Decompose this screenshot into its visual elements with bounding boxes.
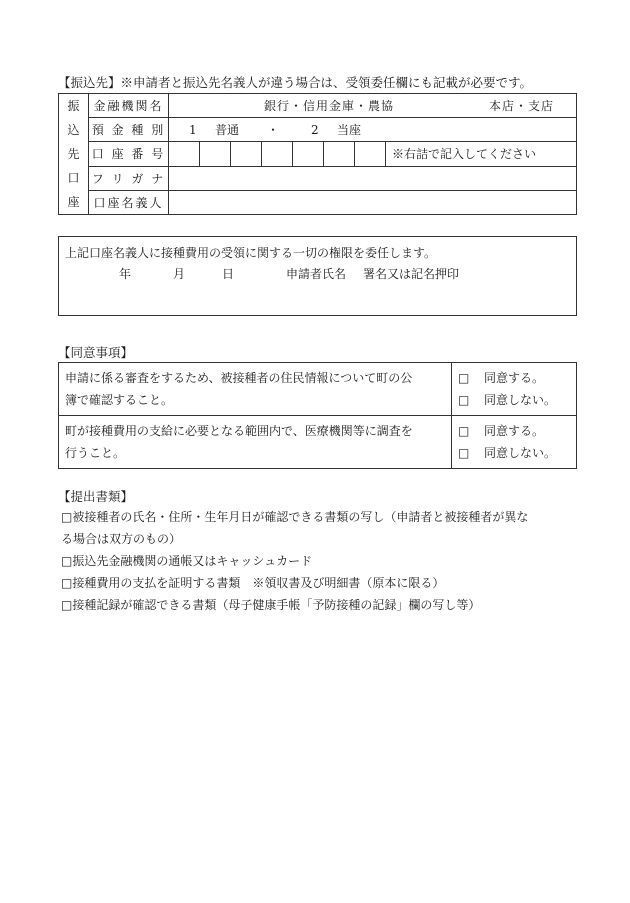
disagree-option[interactable]: □ 同意しない。 — [458, 389, 570, 411]
consent-text: 町が接種費用の支給に必要となる範囲内で、医療機関等に調査を 行うこと。 — [59, 416, 452, 469]
agree-option[interactable]: □ 同意する。 — [458, 367, 570, 389]
account-digit[interactable] — [324, 142, 355, 166]
document-item[interactable]: □接種記録が確認できる書類（母子健康手帳「予防接種の記録」欄の写し等） — [61, 598, 481, 612]
consent-row — [59, 363, 577, 416]
transfer-vertical-label: 振 込 先 口 座 — [59, 94, 89, 215]
account-holder-label: 口座名義人 — [89, 190, 169, 214]
account-digit[interactable] — [200, 142, 231, 166]
account-digit[interactable] — [355, 142, 386, 166]
deposit-type-label: 預 金 種 別 — [89, 118, 169, 142]
bank-name-label: 金融機関名 — [89, 94, 169, 118]
document-item-continued: る場合は双方のもの） — [61, 532, 182, 546]
disagree-option[interactable]: □ 同意しない。 — [458, 442, 570, 464]
signature-label: 署名又は記名押印 — [363, 267, 460, 281]
agree-option[interactable]: □ 同意する。 — [458, 420, 570, 442]
document-item[interactable]: □被接種者の氏名・住所・生年月日が確認できる書類の写し（申請者と被接種者が異な — [61, 510, 529, 524]
document-item[interactable]: □振込先金融機関の通帳又はキャッシュカード — [61, 554, 313, 568]
consent-row — [59, 416, 577, 469]
transfer-heading: 【振込先】※申請者と振込先名義人が違う場合は、受領委任欄にも記載が必要です。 — [58, 75, 533, 90]
account-digit[interactable] — [262, 142, 293, 166]
account-digit[interactable] — [231, 142, 262, 166]
month-label: 月 — [173, 267, 186, 281]
consent-heading: 【同意事項】 — [58, 345, 134, 360]
applicant-name-label: 申請者氏名 — [286, 267, 347, 281]
branch-type-options: 本店・支店 — [489, 99, 555, 113]
consent-table — [58, 362, 577, 469]
consent-options — [452, 363, 577, 416]
day-label: 日 — [222, 267, 235, 281]
bank-name-field[interactable] — [169, 94, 577, 118]
year-label: 年 — [119, 267, 132, 281]
deposit-type-ordinary[interactable]: 普通 — [215, 123, 240, 138]
deposit-type-current[interactable]: 当座 — [337, 123, 362, 138]
delegation-box — [58, 236, 577, 316]
checkbox[interactable]: □ — [458, 424, 470, 438]
documents-heading: 【提出書類】 — [58, 489, 134, 504]
checkbox[interactable]: □ — [458, 371, 470, 385]
account-holder-field[interactable] — [169, 190, 577, 214]
account-digit[interactable] — [293, 142, 324, 166]
account-number-label: 口 座 番 号 — [89, 142, 169, 166]
account-digit[interactable] — [169, 142, 200, 166]
document-item[interactable]: □接種費用の支払を証明する書類 ※領収書及び明細書（原本に限る） — [61, 576, 445, 590]
transfer-account-table — [58, 93, 577, 215]
delegation-text: 上記口座名義人に接種費用の受領に関する一切の権限を委任します。 — [65, 246, 437, 260]
furigana-field[interactable] — [169, 166, 577, 190]
consent-text: 申請に係る審査をするため、被接種者の住民情報について町の公 簿で確認すること。 — [59, 363, 452, 416]
furigana-label: フ リ ガ ナ — [89, 166, 169, 190]
checkbox[interactable]: □ — [458, 446, 470, 460]
consent-options — [452, 416, 577, 469]
deposit-type-field[interactable]: 1 普通 ・ 2 当座 — [169, 118, 577, 142]
checkbox[interactable]: □ — [458, 393, 470, 407]
bank-type-options: 銀行・信用金庫・農協 — [264, 99, 395, 113]
account-number-note: ※右詰で記入してください — [386, 142, 577, 166]
